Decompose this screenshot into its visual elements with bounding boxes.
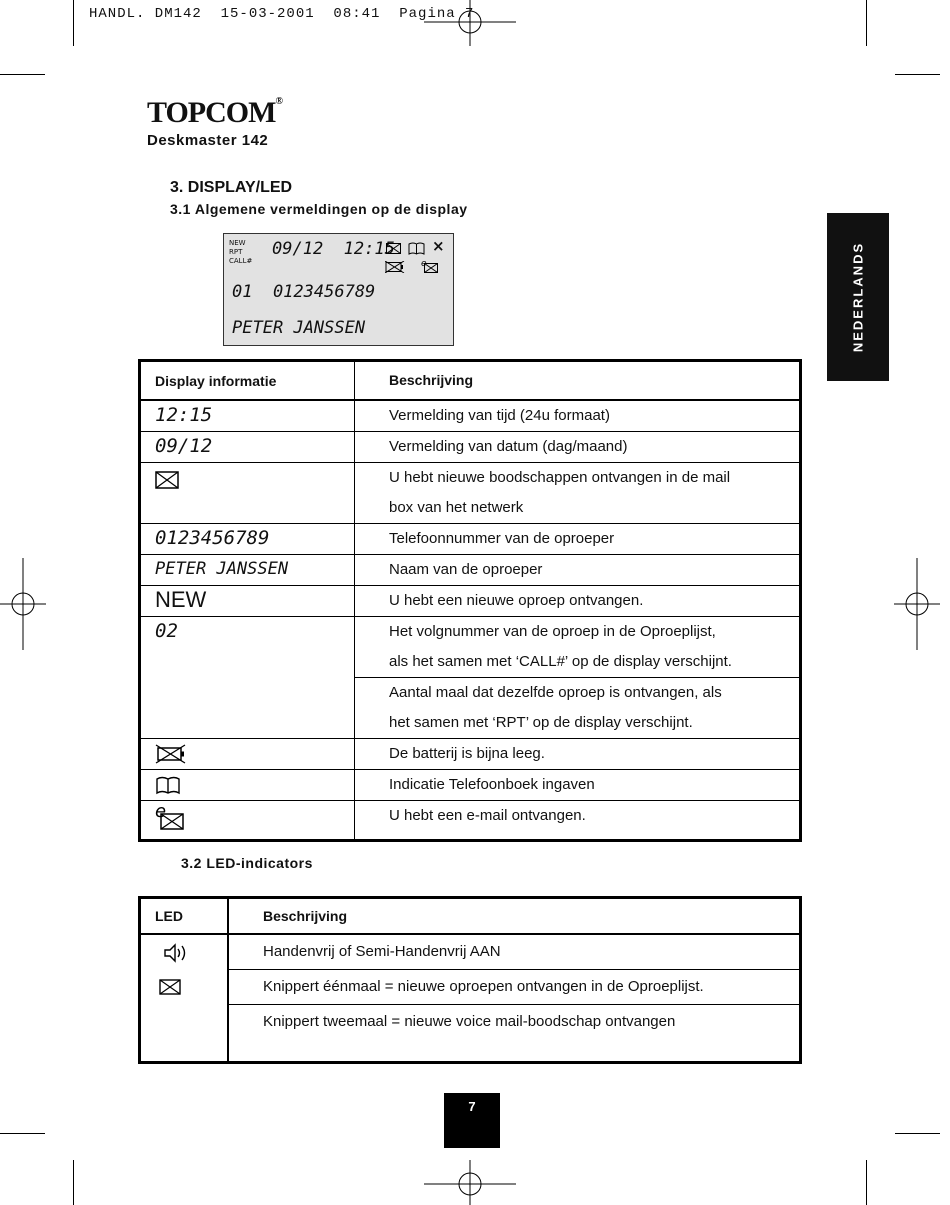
phonebook-icon [155,775,181,795]
symbol-caller-name: PETER JANSSEN [140,555,355,586]
description: Handenvrij of Semi-Handenvrij AAN [263,943,501,960]
table-row [140,586,801,617]
table-row [140,463,801,524]
description [355,463,801,524]
language-tab-label: NEDERLANDS [850,241,866,353]
description: Knippert éénmaal = nieuwe oproepen ontvangen in de Oproeplijst. [228,970,801,1005]
registered-mark: ® [275,96,282,107]
description: Naam van de oproeper [355,555,801,586]
description-line: U hebt nieuwe boodschappen ontvangen in de mail [389,469,731,486]
crop-mark [895,74,940,75]
table-row [140,801,801,841]
description-line: Aantal maal dat dezelfde oproep is ontvangen, als [389,684,722,701]
lcd-envelope-icon [386,243,401,254]
email-icon [155,803,185,831]
subsection-title-display: 3.1 Algemene vermeldingen op de display [170,201,468,217]
table-row [140,524,801,555]
lcd-cross-icon: × [432,237,445,255]
page-number: 7 [444,1093,500,1148]
table-row [140,555,801,586]
speaker-icon [163,943,189,963]
language-tab [827,213,889,381]
svg-text:e: e [421,259,427,269]
crop-mark [0,1133,45,1134]
registration-mark-right [894,558,940,650]
description: U hebt een e-mail ontvangen. [355,801,801,841]
crop-mark [895,1133,940,1134]
description-line: als het samen met ‘CALL#’ op de display verschijnt. [389,653,732,670]
registration-mark-left [0,558,46,650]
column-header-led: LED [140,898,229,935]
crop-mark [73,1160,74,1205]
table-row [140,934,801,970]
table-row [140,1005,801,1063]
section-title: 3. DISPLAY/LED [170,179,293,196]
print-header: HANDL. DM142 15-03-2001 08:41 Pagina 7 [89,6,475,22]
lcd-battery-icon [385,261,405,273]
column-header-display: Display informatie [140,361,355,401]
crop-mark [866,1160,867,1205]
description: De batterij is bijna leeg. [355,739,801,770]
crop-mark [866,0,867,46]
description [355,678,801,739]
symbol-new: NEW [140,586,355,617]
table-header-row [140,361,801,401]
description-line: Het volgnummer van de oproep in de Oproeplijst, [389,623,716,640]
svg-text:e: e [155,803,167,822]
description: Telefoonnummer van de oproeper [355,524,801,555]
table-header-row [140,898,801,935]
description: Vermelding van datum (dag/maand) [355,432,801,463]
description: Vermelding van tijd (24u formaat) [389,407,610,424]
registration-mark-bottom [424,1160,516,1205]
display-info-table [138,359,802,842]
envelope-icon [155,471,179,489]
brand-name: TOPCOM [147,96,276,129]
led-icon-cell [140,934,229,970]
description: U hebt een nieuwe oproep ontvangen. [355,586,801,617]
envelope-icon [159,979,181,995]
led-icon-cell [140,970,229,1063]
symbol-cell [140,739,355,770]
symbol-sequence: 02 [140,617,355,739]
column-header-description: Beschrijving [228,898,801,935]
lcd-display-illustration [223,233,454,346]
description [355,617,801,678]
crop-mark [0,74,45,75]
subsection-title-led: 3.2 LED-indicators [181,855,313,871]
table-row [140,617,801,678]
led-table [138,896,802,1064]
column-header-description: Beschrijving [355,361,801,401]
lcd-flag-rpt: RPT [229,248,243,256]
lcd-flag-call: CALL# [229,257,253,265]
lcd-line-number: 01 0123456789 [232,282,376,302]
description-line: box van het netwerk [389,499,524,516]
description: Knippert tweemaal = nieuwe voice mail-boodschap ontvangen [228,1005,801,1063]
model-name: Deskmaster 142 [147,132,269,149]
brand-logo [147,96,282,130]
battery-low-icon [155,744,187,764]
lcd-flag-new: NEW [229,239,246,247]
table-row [140,739,801,770]
symbol-cell [140,463,355,524]
description: Indicatie Telefoonboek ingaven [355,770,801,801]
table-row [140,970,801,1005]
lcd-flags [229,239,252,266]
lcd-phonebook-icon [408,242,425,255]
lcd-date-time: 09/12 12:15 [272,239,395,259]
lcd-email-icon [421,258,438,274]
table-row [140,770,801,801]
symbol-phone-number: 0123456789 [140,524,355,555]
crop-mark [73,0,74,46]
lcd-line-name: PETER JANSSEN [232,318,366,338]
symbol-cell [140,801,355,841]
symbol-time: 12:15 [140,400,355,432]
table-row [140,400,801,432]
symbol-cell [140,770,355,801]
description-line: het samen met ‘RPT’ op de display verschijnt. [389,714,693,731]
symbol-date: 09/12 [140,432,355,463]
table-row [140,432,801,463]
